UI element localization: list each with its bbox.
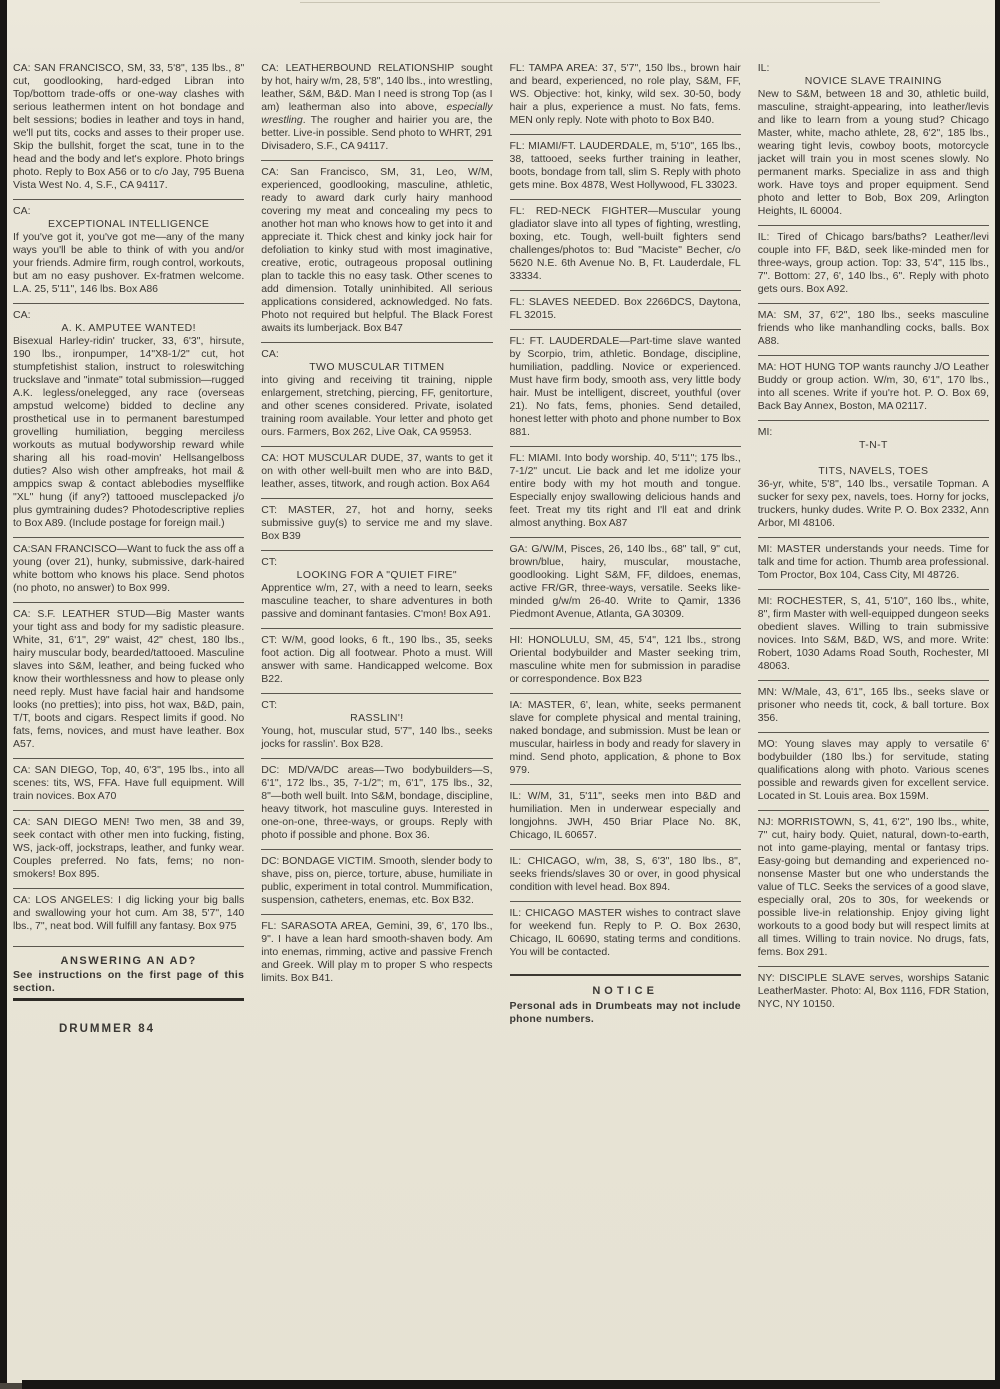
ad-text: NJ: MORRISTOWN, S, 41, 6'2", 190 lbs., white, 7" cut, hairy body. Quiet, natural, down-to-earth, not into game-playing, mental or fantasy trips. Easy-going but demanding and experienced no-nonsense Master but one who understands the value of TLC. Seeks the services of a good slave, especially oral, 20s to 30s, for weekends or possible live-in relationship. Enjoy giving light workouts to a good body but will respect limits at all times. Willing to train novice. No drugs, fats, fems. Box 291. [757,816,989,958]
answering-an-ad-text: See instructions on the first page of this section. [13,969,245,994]
ad-text: MA: SM, 37, 6'2", 180 lbs., seeks masculine friends who like manhandling cocks, balls. Box A88. [757,309,989,347]
ad-subheading: TITS, NAVELS, TOES [818,465,929,477]
ad-text: IL: W/M, 31, 5'11", seeks men into B&D and humiliation. Men in underwear especially and longjohns. JWH, 450 Briar Place No. 8K, Chicago, IL 60657. [509,790,741,841]
notice-heading: NOTICE [592,985,658,997]
notice-text: Personal ads in Drumbeats may not include phone numbers. [509,1000,741,1025]
ad-state-label: CA: [261,348,279,360]
page-bottom-edge-shadow [0,1383,22,1389]
classified-ad [261,914,492,992]
ad-text: CA: LOS ANGELES: I dig licking your big balls and swallowing your hot cum. Am 38, 5'7", 140 lbs., 7", neat bod. Will fulfill any fantasy. Box 975 [13,894,245,932]
column-2-ads [261,60,492,992]
classified-ad [510,134,741,199]
magazine-page-label: DRUMMER 84 [59,1023,156,1035]
classified-ad [758,537,989,589]
ad-text: GA: G/W/M, Pisces, 26, 140 lbs., 68" tall, 9" cut, brown/blue, hairy, muscular, moustache, goodlooking. Light S&M, FF, dildoes, enemas, active FR/GR, three-ways, versatile. Seeks like-minded g/w/m 26-40. Write to Qamir, 1336 Piedmont Avenue, Atlanta, GA 30309. [509,543,741,620]
classified-ad [758,225,989,303]
ad-heading: NOVICE SLAVE TRAINING [804,75,942,87]
ad-text: CT: MASTER, 27, hot and horny, seeks submissive guy(s) to service me and my slave. Box B39 [261,504,493,542]
ad-text: Bisexual Harley-ridin' trucker, 33, 6'3", hirsute, 190 lbs., ironpumper, 14"X8-1/2" cut, hot stumpfetishist stalion, instruct to roleswitching truckslave and "inmate" total submission—rugged A.K. legless/onelegged, any race (overseas ampstud welcome) bidded to decline any prosthetical use in to permanent barestumped grovelling humiliation, begging merciless workouts as mutual bodyworship reward while sharing all his road-movin' Hellsangelboss duties? Also wish other ampfreaks, hot mail & amppics swap & contact ablebodies myselflike "XL" hung (if any?) tattooed musclepacked j/o plus gymtraining dudes? Photodescriptive replies to Box A89. (Include postage for foreign mail.) [13,335,245,529]
column-3 [510,60,741,1380]
classified-ad [261,60,492,160]
ad-text: DC: MD/VA/DC areas—Two bodybuilders—S, 6'1", 172 lbs., 35, 7-1/2"; m, 6'1", 175 lbs., 32, 8"—both well built. Into S&M, bondage, discipline, heavy titwork, hot masculine guys. Interested in one-on-one, three-ways, or groups. Reply with photo if possible and phone. Box 36. [261,764,493,841]
ad-text: CA: San Francisco, SM, 31, Leo, W/M, experienced, goodlooking, masculine, athletic, ready to award dark curly hairy manhood covering my meat and concealing my pecs to another hot man who knows how to get into it and appreciate it. Thick chest and kinky jock hair for defoliation to kinky stud with most imaginative, creative, erotic, outrageous proposal outlining plan to tackle this no easy task. Other scenes to add dimension. Totally uninhibited. All serious applications considered, acknowledged. No fats. Photo not required but helpful. The Black Forest awaits its lumberjack. Box B47 [261,166,493,334]
classified-ad [13,810,244,888]
ad-text: MN: W/Male, 43, 6'1", 165 lbs., seeks slave or prisoner who needs tit, cock, & ball torture. Box 356. [757,686,989,724]
classified-ad [13,537,244,602]
ad-text: New to S&M, between 18 and 30, athletic build, masculine, straight-appearing, into leather/levis and like to learn from a young stud? Chicago Master, white, macho athlete, 28, 6'2", 185 lbs., wearing tight levis, cowboy boots, motorcycle jacket will train you in most scenes slowly. No permanent marks. Specialize in ass and thigh work. Have toys and proper equipment. Send photo and letter to Bob, Box 209, Arlington Heights, IL 60004. [757,88,989,217]
classified-ad [758,589,989,680]
ad-heading: T-N-T [858,439,888,451]
classified-ad [261,693,492,758]
ad-heading: EXCEPTIONAL INTELLIGENCE [47,218,210,230]
ad-text: NY: DISCIPLE SLAVE serves, worships Satanic LeatherMaster. Photo: Al, Box 1116, FDR Station, NYC, NY 10150. [757,972,989,1010]
ad-text: CA: LEATHERBOUND RELATIONSHIP sought by hot, hairy w/m, 28, 5'8", 140 lbs., into wrestling, leather, S&M, B&D. Man I need is strong Top (as I am) leatherman also into above, especially wrestling. The rougher and hairier you are, the better. Live-in possible. Send photo to WHRT, 291 Divisadero, S.F., CA 94117. [261,62,493,152]
ad-text: FL: MIAMI. Into body worship. 40, 5'11"; 175 lbs., 7-1/2" uncut. Lie back and let me idolize your entire body with my hot mouth and tongue. Especially enjoy swallowing delicious hands and feet. Treat my tits right and I'll eat and drink almost anything. Box A87 [509,452,741,529]
ad-state-label: CT: [261,699,277,711]
ad-text: IL: CHICAGO MASTER wishes to contract slave for weekend fun. Reply to P. O. Box 2630, Chicago, IL 60690, stating terms and conditions. You will be contacted. [509,907,741,958]
ad-text: MI: MASTER understands your needs. Time for talk and time for action. Thumb area professional. Tom Proctor, Box 104, Cass City, MI 48726. [757,543,989,581]
page-left-edge [0,0,7,1389]
notice-box [510,974,741,1026]
classified-ad [758,60,989,225]
classified-ad [261,628,492,693]
ad-text: IL: Tired of Chicago bars/baths? Leather/levi couple into FF, B&D, seek like-minded men for three-ways, group action. Top: 33, 5'4", 115 lbs., 7". Bottom: 27, 6', 140 lbs., 6". Reply with photo gets ours. Box A92. [757,231,989,295]
classified-ad [13,602,244,758]
ad-text: CA: SAN DIEGO MEN! Two men, 38 and 39, seek contact with other men into fucking, fisting, WS, jack-off, jockstraps, leather, and funky wear. Couples preferred. No fats, fems; no non-smokers! Box 895. [13,816,245,880]
column-2 [261,60,492,1380]
ad-text: CA: SAN FRANCISCO, SM, 33, 5'8", 135 lbs., 8" cut, goodlooking, hard-edged Libran into Top/bottom trade-offs or one-way clashes with serious leathermen intent on hot bondage and belt sessions; bodies in leather and toys in hand, we'll put tits, cocks and asses to their proper use. Skip the bullshit, forget the scat, tune in to the head and the body and let's explore. Photo brings photo. Reply to Box A56 or to c/o Jay, 795 Buena Vista West No. 4, S.F., CA 94117. [13,62,245,191]
classified-ad [758,732,989,810]
classified-ad [758,680,989,732]
classified-ad [510,60,741,134]
ad-text: CA: HOT MUSCULAR DUDE, 37, wants to get it on with other well-built men who are into B&D, leather, asses, titwork, and rough action. Box A64 [261,452,493,490]
ad-state-label: IL: [757,62,770,74]
ad-text: If you've got it, you've got me—any of the many ways you'll be able to think of with you and/or your friends. Admire firm, rough control, workouts, but am no easy pushover. Ex-fratmen welcome. L.A. 25, 5'11", 146 lbs. Box A86 [13,231,245,295]
classified-ad [261,498,492,550]
classifieds-grid [13,60,989,1380]
ad-italic-phrase: especially wrestling [261,101,493,126]
column-1-ads [13,60,244,940]
ad-text: HI: HONOLULU, SM, 45, 5'4", 121 lbs., strong Oriental bodybuilder and Master seeking trim, masculine white men for submission in paradise or correspondence. Box B23 [509,634,741,685]
ad-text: CA: S.F. LEATHER STUD—Big Master wants your tight ass and body for my sadistic pleasure. White, 31, 6'1", 29" waist, 42" chest, 180 lbs., hairy muscular body, bearded/tattooed. Masculine slaves into S&M, leather, and being fucked who know their worthlessness and how to please only need reply. Must have facial hair and handsome looks (no pretties); into piss, hot wax, B&D, pain, T/T, boots and cigars. Respect limits if good. No fats, fems, novices, and must have leather. Box A57. [13,608,245,750]
column-3-ads [510,60,741,966]
ad-text: FL: MIAMI/FT. LAUDERDALE, m, 5'10", 165 lbs., 38, tattooed, seeks further training in leather, boots, bondage from tall, slim S. Reply with photo gets mine. Box 4878, West Hollywood, FL 33023. [509,140,741,191]
ad-text: IA: MASTER, 6', lean, white, seeks permanent slave for complete physical and mental training, naked bondage, and submission. Must be lean or muscular, hairless in body and ready for slavery in mind. Send photo, application, & phone to Box 979. [509,699,741,776]
classified-ad [758,303,989,355]
classified-ad [510,628,741,693]
classified-ad [758,355,989,420]
classified-ad [510,693,741,784]
classified-ad [13,303,244,537]
ad-heading: RASSLIN'! [350,712,404,724]
classified-ad [261,446,492,498]
ad-text: Young, hot, muscular stud, 5'7", 140 lbs., seeks jocks for rasslin'. Box B28. [261,725,493,750]
ad-text: CA: SAN DIEGO, Top, 40, 6'3", 195 lbs., into all scenes: tits, WS, FFA. Have full equipment. Will train novices. Box A70 [13,764,245,802]
ad-text: FL: SLAVES NEEDED. Box 2266DCS, Daytona, FL 32015. [509,296,741,321]
ad-text: MI: ROCHESTER, S, 41, 5'10", 160 lbs., white, 8", firm Master with well-equipped dungeon seeks obedient slaves. Willing to train submissive novices. Into S&M, B&D, WS, and more. Write: Robert, 1030 Adams Road South, Rochester, MI 48063. [757,595,989,672]
ad-text: IL: CHICAGO, w/m, 38, S, 6'3", 180 lbs., 8", seeks friends/slaves 30 or over, in good physical condition with level head. Box 894. [509,855,741,893]
classified-ad [261,342,492,446]
ad-state-label: CT: [261,556,277,568]
ad-state-label: MI: [757,426,773,438]
classified-ad [510,901,741,966]
classified-ad [758,810,989,966]
ad-text: FL: FT. LAUDERDALE—Part-time slave wanted by Scorpio, trim, athletic. Bondage, discipline, humiliation, paddling. Novice or experienced. Must have firm body, smooth ass, very little body hair. Must be intelligent, discreet, youthful (over 21). No fats, fems, phonies. Send detailed, honest letter with photo and phone number to Box 881. [509,335,741,438]
classified-ad [261,758,492,849]
classified-ad [510,290,741,329]
classified-ad [758,420,989,537]
ad-text: CA:SAN FRANCISCO—Want to fuck the ass off a young (over 21), hunky, submissive, dark-haired white bottom who knows his place. Send photos (no photo, no answer) to Box 999. [13,543,245,594]
ad-text: MA: HOT HUNG TOP wants raunchy J/O Leather Buddy or group action. W/m, 30, 6'1", 170 lbs., into all scenes. Write if you're hot. P. O. Box 69, Back Bay Annex, Boston, MA 02117. [757,361,989,412]
ad-text: 36-yr, white, 5'8", 140 lbs., versatile Topman. A sucker for sexy pex, navels, toes. Horny for jocks, truckers, hunky dudes. Write P. O. Box 2332, Ann Arbor, MI 48106. [757,478,989,529]
classified-ad [510,537,741,628]
ad-heading: LOOKING FOR A "QUIET FIRE" [296,569,458,581]
column-1 [13,60,244,1380]
scan-top-line [300,2,880,3]
classified-ad [510,329,741,446]
ad-text: MO: Young slaves may apply to versatile 6' bodybuilder (180 lbs.) for servitude, stating qualifications along with photo. Various scenes possible and rewards given for excellent service. Located in St. Louis area. Box 159M. [757,738,989,802]
column-4-ads [758,60,989,1018]
classified-ad [261,160,492,342]
answering-an-ad-heading: ANSWERING AN AD? [60,955,197,967]
ad-text: FL: RED-NECK FIGHTER—Muscular young gladiator slave into all types of fighting, wrestling, boxing, etc. Tough, well-built fighters send challenges/photos to: Bud "Maciste" Becher, c/o 5620 N.E. 6th Avenue No. B, Ft. Lauderdale, FL 33334. [509,205,741,282]
ad-text: DC: BONDAGE VICTIM. Smooth, slender body to shave, piss on, pierce, torture, abuse, humiliate in public, experiment in total control. Mummification, suspension, catheters, enemas, etc. Box B32. [261,855,493,906]
classified-ad [510,784,741,849]
classified-ad [13,60,244,199]
answering-an-ad-box [13,946,244,1001]
classified-ad [261,849,492,914]
page-bottom-edge [22,1380,1000,1389]
ad-heading: TWO MUSCULAR TITMEN [309,361,445,373]
classified-ad [13,199,244,303]
ad-text: CT: W/M, good looks, 6 ft., 190 lbs., 35, seeks foot action. Dig all footwear. Photo a must. Will answer with same. Handicapped welcome. Box B22. [261,634,493,685]
classified-ad [510,849,741,901]
classified-ad [261,550,492,628]
ad-text: FL: SARASOTA AREA, Gemini, 39, 6', 170 lbs., 9". I have a lean hard smooth-shaven body. Am into enemas, rimming, active and passive French and Greek. Will play m to proper S who respects limits. Box B41. [261,920,493,984]
ad-state-label: CA: [13,309,31,321]
classified-ad [510,199,741,290]
ad-heading: A. K. AMPUTEE WANTED! [61,322,196,334]
classified-ad [510,446,741,537]
ad-text: FL: TAMPA AREA: 37, 5'7", 150 lbs., brown hair and beard, experienced, no role play, S&M, FF, WS. Objective: hot, kinky, wild sex. 30-50, body hair a plus, experience a must. No fats, fems. MEN only reply. Note with photo to Box B40. [509,62,741,126]
classified-ad [758,966,989,1018]
column-4 [758,60,989,1380]
ad-text: Apprentice w/m, 27, with a need to learn, seeks masculine teacher, to share adventures in both passive and dominant fantasies. C'mon! Box A91. [261,582,493,620]
classified-ad [13,758,244,810]
ad-text: into giving and receiving tit training, nipple enlargement, stretching, piercing, FF, genitorture, and other scenes considered. Private, isolated training room available. Your letter and photo get ours. Farmers, Box 262, Live Oak, CA 95953. [261,374,493,438]
classified-ad [13,888,244,940]
ad-state-label: CA: [13,205,31,217]
page-right-edge [995,0,1000,1389]
